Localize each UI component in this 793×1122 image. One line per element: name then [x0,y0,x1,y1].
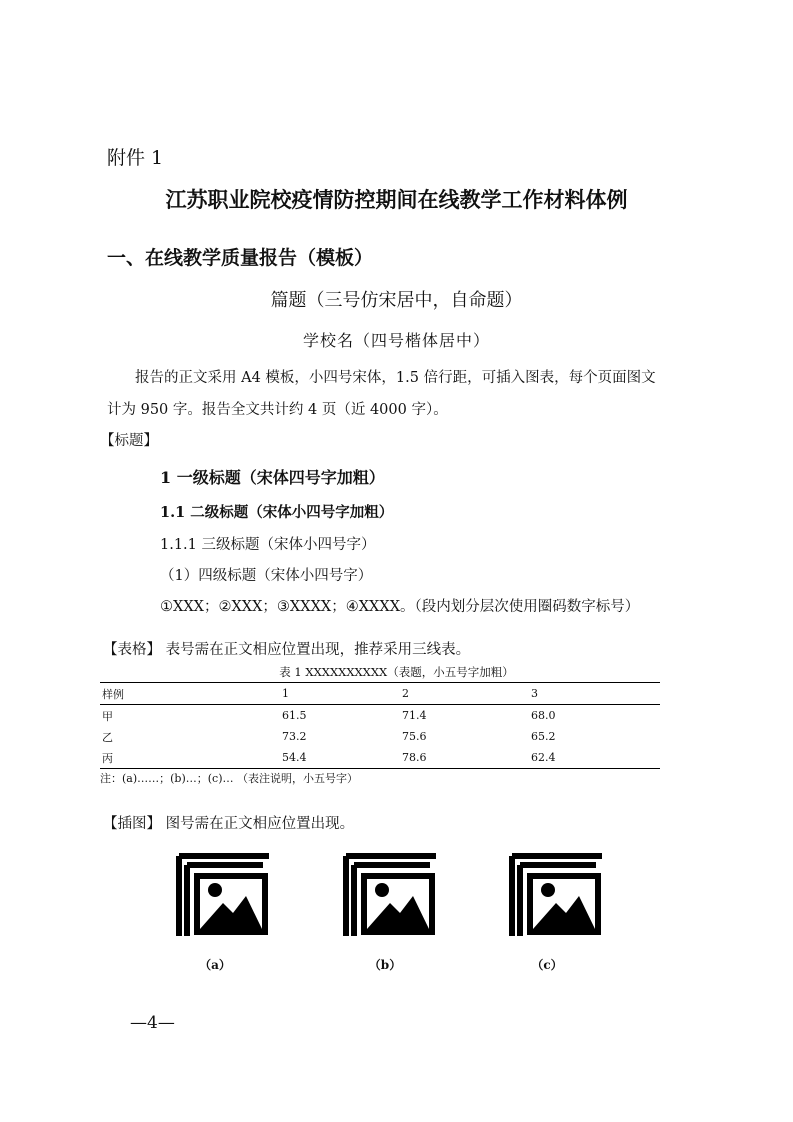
table-cell: 61.5 [282,709,307,722]
table-cell: 78.6 [400,747,529,769]
table-cell: 62.4 [529,747,660,769]
body-paragraph-line-1: 报告的正文采用 A4 模板，小四号宋体，1.5 倍行距，可插入图表，每个页面图文 [135,370,656,386]
table-header-cell: 样例 [100,683,280,705]
table-note: 注：(a)……；(b)…；(c)… （表注说明，小五号字） [100,772,359,785]
table-cell: 乙 [102,730,113,744]
image-placeholder-icon [506,846,602,936]
table-cell: 丙 [100,747,280,769]
sample-table [100,682,660,769]
image-placeholder-icon [340,846,436,936]
table-section-label: 【表格】 表号需在正文相应位置出现，推荐采用三线表。 [103,642,471,658]
section-heading: 一、在线教学质量报告（模板） [107,247,374,269]
table-cell: 75.6 [402,730,427,743]
figure-caption-a: （a） [199,958,231,972]
table-cell: 65.2 [531,730,556,743]
table-header-cell: 2 [400,683,529,705]
table-cell: 68.0 [531,709,556,722]
document-title: 江苏职业院校疫情防控期间在线教学工作材料体例 [165,187,628,212]
table-caption: 表 1 XXXXXXXXXX（表题，小五号字加粗） [279,665,514,679]
table-header-cell: 3 [529,683,660,705]
attachment-label: 附件 1 [107,147,164,169]
heading-level-1-example: 1 一级标题（宋体四号字加粗） [160,468,385,487]
table-cell: 甲 [102,709,113,723]
figure-caption-b: （b） [368,958,402,972]
figure-caption-c: （c） [531,958,563,972]
body-paragraph-line-2: 计为 950 字。报告全文共计约 4 页（近 4000 字）。 [107,402,448,418]
figure-section-label: 【插图】 图号需在正文相应位置出现。 [103,816,355,832]
table-header-cell: 1 [280,683,400,705]
table-row [100,747,660,769]
table-cell: 73.2 [282,730,307,743]
table-row [100,705,660,727]
page-number: —4— [130,1013,175,1033]
table-row [100,726,660,747]
article-title: 篇题（三号仿宋居中，自命题） [270,290,523,311]
heading-level-3-example: 1.1.1 三级标题（宋体小四号字） [160,537,376,553]
image-placeholder-icon [173,846,269,936]
heading-level-2-example: 1.1 二级标题（宋体小四号字加粗） [160,504,394,521]
headings-label: 【标题】 [100,433,158,449]
table-cell: 71.4 [402,709,427,722]
table-header-row [100,683,660,705]
table-cell: 54.4 [280,747,400,769]
heading-level-4-example: （1）四级标题（宋体小四号字） [160,568,373,584]
enumeration-example: ①XXX；②XXX；③XXXX；④XXXX。（段内划分层次使用圈码数字标号） [160,599,640,615]
school-name: 学校名（四号楷体居中） [302,331,490,350]
